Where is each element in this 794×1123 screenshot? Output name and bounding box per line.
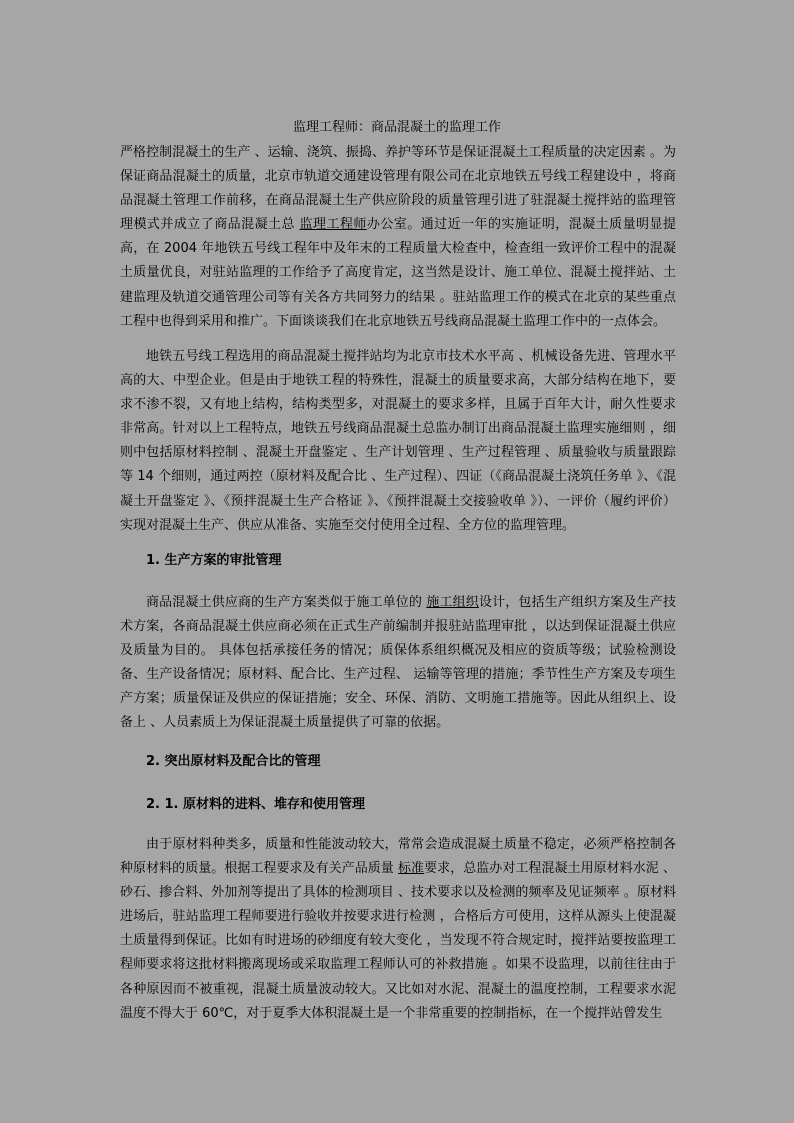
paragraph-material-control-text-b: 要求，总监办对工程混凝土用原材料水泥 、砂石、掺合料、外加剂等提出了具体的检测项目 、技术要求以及检测的频率及见证频率 。原材料进场后，驻站监理工程师要进行验收并按要求进行检测 ，合格后方可使用，这样从源头上使混凝土质量得到保证。比如有时进场的砂细度有较大变化 ，当发现不符合规定时，搅拌站要按监理工程师要求将这批材料搬离现场或采取监理工程师认可的补救措施 。如果不设监理，以前往往由于各种原因而不被重视，混凝土质量波动较大。又比如对水泥、混凝土的温度控制，工程要求水泥温度不得大于 60℃，对于夏季大体积混凝土是一个非常重要的控制指标，在一个搅拌站曾发生: [120, 861, 676, 1021]
paragraph-material-control-text-a: 由于原材料种类多，质量和性能波动较大，常常会造成混凝土质量不稳定，必须严格控制各种原材料的质量。根据工程要求及有关产品质量: [120, 837, 676, 877]
paragraph-material-control: [120, 833, 676, 1026]
paragraph-intro: [120, 141, 676, 334]
paragraph-production-plan-text-a: 商品混凝土供应商的生产方案类似于施工单位的: [146, 595, 427, 610]
supervision-engineer-link[interactable]: 监理工程师: [299, 217, 367, 233]
paragraph-production-plan-text-b: 设计，包括生产组织方案及生产技术方案，各商品混凝土供应商必须在正式生产前编制并报驻站监理审批 ，以达到保证混凝土供应及质量为目的。 具体包括承接任务的情况；质保体系组织概况及相应的资质等级；试验检测设备、生产设备情况；原材料、配合比、生产过程、 运输等管理的措施；季节性生产方案及专项生产方案；质量保证及供应的保证措施；安全、环保、消防、文明施工措施等。因此从组织上、设备上 、人员素质上为保证混凝土质量提供了可靠的依据。: [120, 595, 676, 731]
heading-material-intake: 2. 1. 原材料的进料、堆存和使用管理: [146, 797, 366, 812]
paragraph-production-plan: [120, 591, 676, 736]
standard-link[interactable]: 标准: [398, 861, 425, 877]
construction-organization-link[interactable]: 施工组织: [426, 595, 479, 610]
paragraph-line5-overview: 地铁五号线工程选用的商品混凝土搅拌站均为北京市技术水平高 、机械设备先进、管理水平高的大、中型企业。但是由于地铁工程的特殊性，混凝土的质量要求高，大部分结构在地下，要求不渗不裂，又有地上结构，结构类型多，对混凝土的要求多样，且属于百年大计，耐久性要求非常高。针对以上工程特点，地铁五号线商品混凝土总监办制订出商品混凝土监理实施细则 ，细则中包括原材料控制 、混凝土开盘鉴定 、生产计划管理 、生产过程管理 、质量验收与质量跟踪等 14 个细则，通过两控（原材料及配合比 、生产过程）、四证（《商品混凝土浇筑任务单 》、《混凝土开盘鉴定 》、《预拌混凝土生产合格证 》、《预拌混凝土交接验收单 》）、一评价（履约评价）实现对混凝土生产、供应从准备、实施至交付使用全过程、全方位的监理管理。: [120, 349, 676, 533]
paragraph-intro-text-b: 办公室。通过近一年的实施证明，混凝土质量明显提高，在 2004 年地铁五号线工程年中及年末的工程质量大检查中，检查组一致评价工程中的混凝土质量优良，对驻站监理的工作给予了高度肯定，这当然是设计、施工单位、混凝土搅拌站、土建监理及轨道交通管理公司等有关各方共同努力的结果 。驻站监理工作的模式在北京的某些重点工程中也得到采用和推广。下面谈谈我们在北京地铁五号线商品混凝土监理工作中的一点体会。: [120, 217, 676, 329]
document-title: 监理工程师：商品混凝土的监理工作: [292, 120, 501, 135]
paragraph-intro-text-a: 严格控制混凝土的生产 、运输、浇筑、振捣、养护等环节是保证混凝土工程质量的决定因素 。为保证商品混凝土的质量，北京市轨道交通建设管理有限公司在北京地铁五号线工程建设中 ，将商品混凝土管理工作前移，在商品混凝土生产供应阶段的质量管理引进了驻混凝土搅拌站的监理管理模式并成立了商品混凝土总: [120, 145, 676, 233]
heading-production-plan: 1. 生产方案的审批管理: [146, 553, 282, 568]
heading-raw-materials: 2. 突出原材料及配合比的管理: [146, 754, 321, 769]
